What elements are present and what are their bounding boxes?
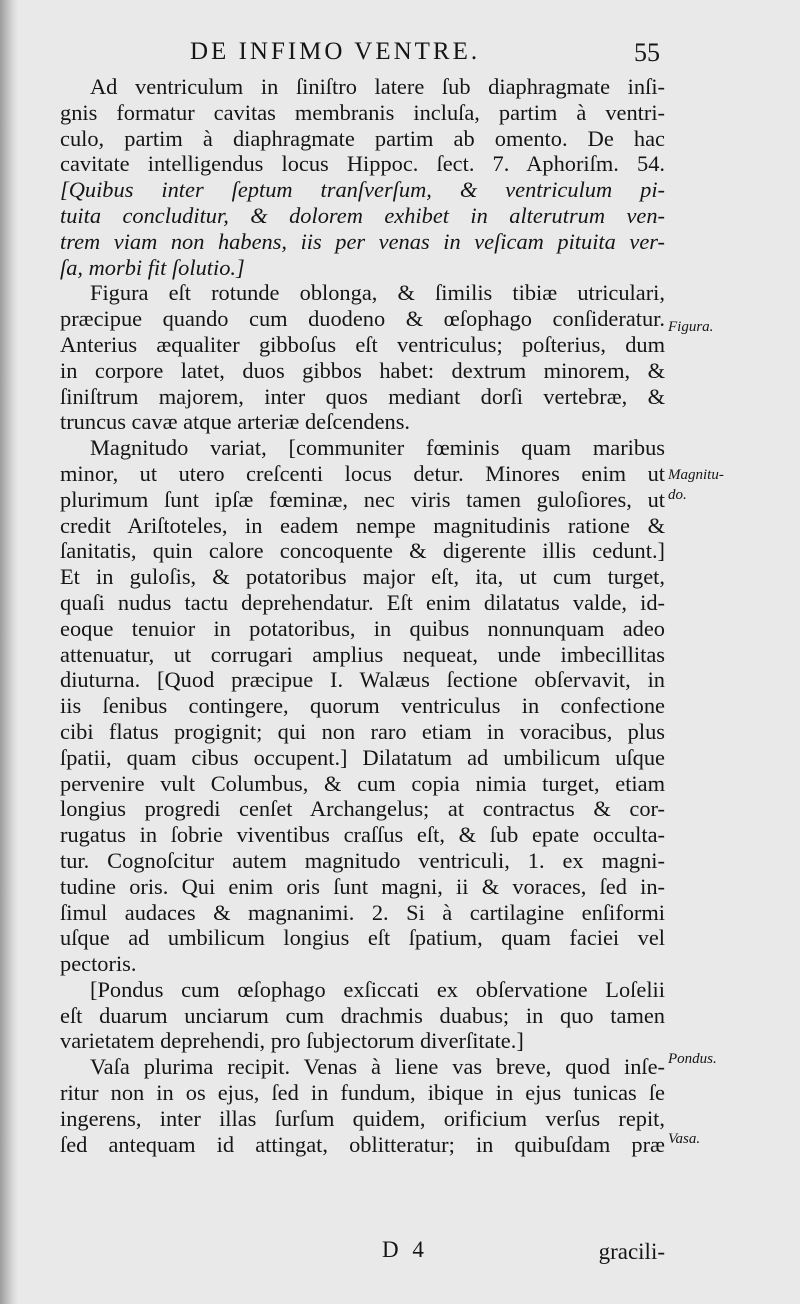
text-line: tudine oris. Qui enim oris ſunt magni, ii & voraces, ſed in- xyxy=(60,873,665,899)
text-line: Et in guloſis, & potatoribus major eſt, ita, ut cum turget, xyxy=(60,564,665,590)
page-number: 55 xyxy=(634,38,660,67)
margin-note-pondus: Pondus. xyxy=(668,1051,717,1067)
text-line: plurimum ſunt ipſæ fœminæ, nec viris tamen guloſiores, ut xyxy=(60,486,665,512)
text-line: Vaſa plurima recipit. Venas à liene vas breve, quod inſe- xyxy=(90,1054,665,1080)
text-line: longius progredi cenſet Archangelus; at contractus & cor- xyxy=(60,796,665,822)
text-line: iis ſenibus contingere, quorum ventriculus in confectione xyxy=(60,693,665,719)
text-line: uſque ad umbilicum longius eſt ſpatium, quam faciei vel xyxy=(60,925,665,951)
text-line: cibi flatus progignit; qui non raro etiam in voracibus, plus xyxy=(60,718,665,744)
text-line: tuita concluditur, & dolorem exhibet in alterutrum ven- xyxy=(60,202,665,228)
text-line: præcipue quando cum duodeno & œſophago conſideratur. xyxy=(60,306,665,332)
text-line: eſt duarum unciarum cum drachmis duabus; in quo tamen xyxy=(60,1002,665,1028)
page-footer xyxy=(60,1237,665,1267)
text-line: ingerens, inter illas ſurſum quidem, orificium verſus repit, xyxy=(60,1105,665,1131)
text-line: [Pondus cum œſophago exſiccati ex obſervatione Loſelii xyxy=(90,976,665,1002)
page-header xyxy=(190,38,660,70)
margin-note-figura: Figura. xyxy=(668,319,714,335)
text-line: ſed antequam id attingat, oblitteratur; in quibuſdam præ xyxy=(60,1131,665,1157)
text-line: ſimul audaces & magnanimi. 2. Si à cartilagine enſiformi xyxy=(60,899,665,925)
text-line: pervenire vult Columbus, & cum copia nimia turget, etiam xyxy=(60,770,665,796)
text-line: quaſi nudus tactu deprehendatur. Eſt enim dilatatus valde, id- xyxy=(60,589,665,615)
text-line: attenuatur, ut corrugari amplius nequeat, unde imbecillitas xyxy=(60,641,665,667)
text-line: eoque tenuior in potatoribus, in quibus nonnunquam adeo xyxy=(60,615,665,641)
text-line: ſiniſtrum majorem, inter quos mediant dorſi vertebræ, & xyxy=(60,383,665,409)
text-line: Anterius æqualiter gibboſus eſt ventriculus; poſterius, dum xyxy=(60,331,665,357)
body-text xyxy=(60,74,665,1157)
text-line: minor, ut utero creſcenti locus detur. Minores enim ut xyxy=(60,460,665,486)
text-line: [Quibus inter ſeptum tranſverſum, & ventriculum pi- xyxy=(60,177,665,203)
running-title: DE INFIMO VENTRE. xyxy=(190,38,481,65)
signature-mark: D 4 xyxy=(382,1237,428,1262)
text-line: Ad ventriculum in ſiniſtro latere ſub diaphragmate inſi- xyxy=(90,74,665,99)
text-line: credit Ariſtoteles, in eadem nempe magnitudinis ratione & xyxy=(60,512,665,538)
text-line: Magnitudo variat, [communiter fœminis quam maribus xyxy=(90,435,665,461)
text-line: culo, partim à diaphragmate partim ab omento. De hac xyxy=(60,125,665,151)
text-line: diuturna. [Quod præcipue I. Walæus ſectione obſervavit, in xyxy=(60,667,665,693)
text-line: pectoris. xyxy=(60,951,137,977)
text-line: cavitate intelligendus locus Hippoc. ſect. 7. Aphoriſm. 54. xyxy=(60,151,665,177)
text-line: rugatus in ſobrie viventibus craſſus eſt, & ſub epate occulta- xyxy=(60,822,665,848)
text-line: ſpatii, quam cibus occupent.] Dilatatum ad umbilicum uſque xyxy=(60,744,665,770)
text-line: tur. Cognoſcitur autem magnitudo ventriculi, 1. ex magni- xyxy=(60,847,665,873)
catchword: gracili- xyxy=(598,1239,665,1264)
text-line: varietatem deprehendi, pro ſubjectorum diverſitate.] xyxy=(60,1028,524,1054)
text-line: trem viam non habens, iis per venas in veſicam pituita ver- xyxy=(60,228,665,254)
text-line: Figura eſt rotunde oblonga, & ſimilis tibiæ utriculari, xyxy=(90,280,665,306)
text-line: ſa, morbi fit ſolutio.] xyxy=(60,254,245,280)
text-line: ſanitatis, quin calore concoquente & digerente illis cedunt.] xyxy=(60,538,665,564)
margin-note-vasa: Vasa. xyxy=(668,1131,701,1147)
margin-note-magnitudo: Magnitu- xyxy=(668,467,724,483)
text-line: ritur non in os ejus, ſed in fundum, ibique in ejus tunicas ſe xyxy=(60,1080,665,1106)
text-line: gnis formatur cavitas membranis incluſa, partim à ventri- xyxy=(60,99,665,125)
margin-note-magnitudo-cont: do. xyxy=(668,487,687,503)
text-line: in corpore latet, duos gibbos habet: dextrum minorem, & xyxy=(60,357,665,383)
page-gutter-shadow xyxy=(0,0,18,1304)
text-line: truncus cavæ atque arteriæ deſcendens. xyxy=(60,409,411,435)
